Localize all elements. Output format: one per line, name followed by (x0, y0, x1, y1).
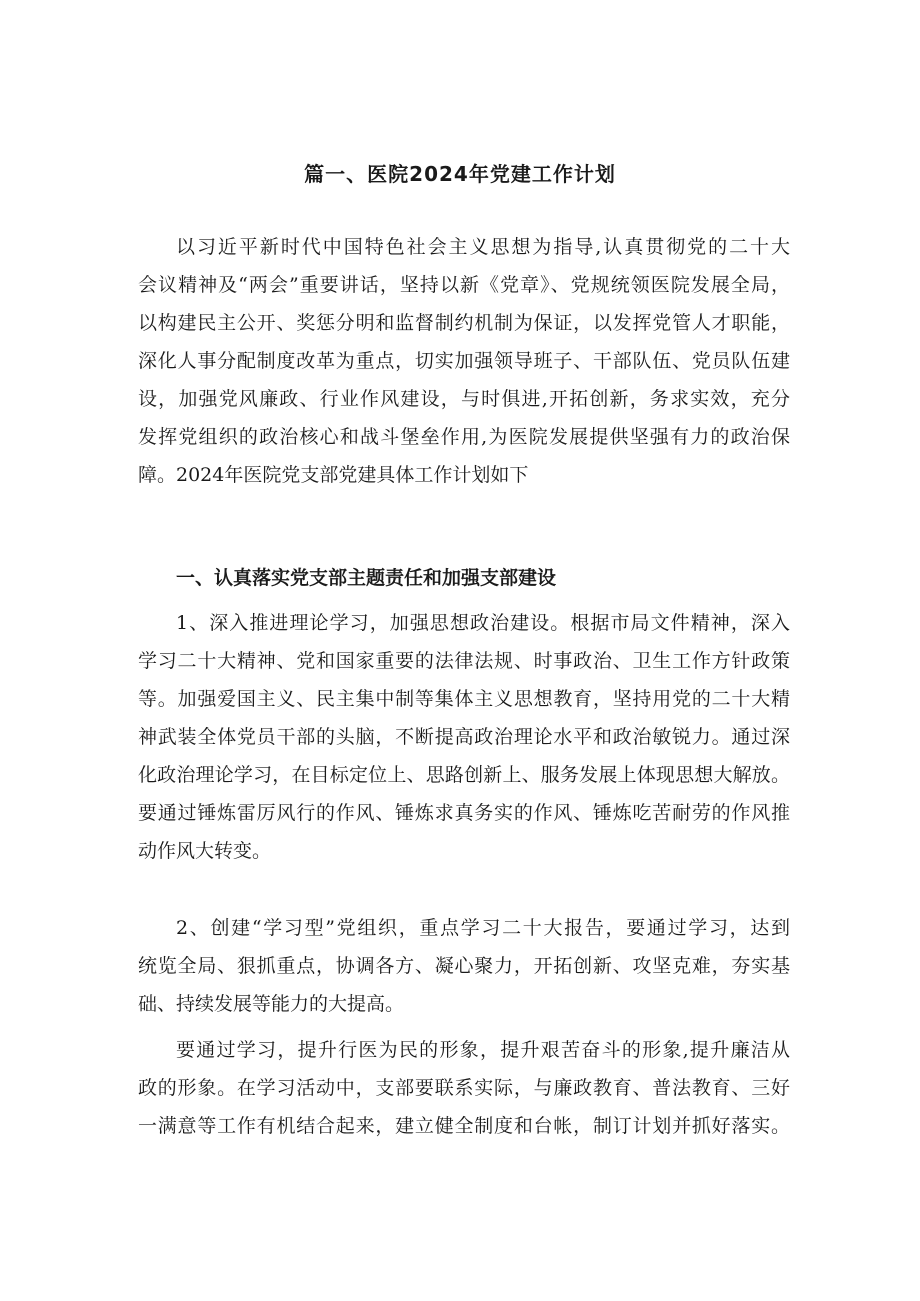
intro-paragraph (138, 228, 790, 494)
paragraph-2 (138, 909, 790, 1023)
text-line: 深化人事分配制度改革为重点，切实加强领导班子、干部队伍、党员队伍建 (138, 350, 790, 372)
text-line: 1、深入推进理论学习，加强思想政治建设。根据市局文件精神，深入 (176, 612, 790, 634)
paragraph-1 (138, 604, 790, 870)
text-line: 动作风大转变。 (138, 840, 272, 862)
document-title: 篇一、医院2024年党建工作计划 (304, 162, 616, 186)
paragraph-3 (138, 1031, 790, 1145)
text-line: 要通过锤炼雷厉风行的作风、锤炼求真务实的作风、锤炼吃苦耐劳的作风推 (138, 802, 790, 824)
text-line: 以构建民主公开、奖惩分明和监督制约机制为保证，以发挥党管人才职能， (138, 312, 790, 334)
text-line: 础、持续发展等能力的大提高。 (138, 993, 405, 1015)
text-line: 化政治理论学习，在目标定位上、思路创新上、服务发展上体现思想大解放。 (138, 764, 790, 786)
text-line: 一满意等工作有机结合起来，建立健全制度和台帐，制订计划并抓好落实。 (138, 1115, 790, 1137)
section-heading: 一、认真落实党支部主题责任和加强支部建设 (176, 567, 557, 589)
text-line: 发挥党组织的政治核心和战斗堡垒作用,为医院发展提供坚强有力的政治保 (138, 426, 790, 448)
text-line: 政的形象。在学习活动中，支部要联系实际，与廉政教育、普法教育、三好 (138, 1077, 790, 1099)
text-line: 统览全局、狠抓重点，协调各方、凝心聚力，开拓创新、攻坚克难，夯实基 (138, 955, 790, 977)
text-line: 学习二十大精神、党和国家重要的法律法规、时事政治、卫生工作方针政策 (138, 650, 790, 672)
text-line: 要通过学习，提升行医为民的形象，提升艰苦奋斗的形象,提升廉洁从 (176, 1039, 790, 1061)
text-line: 等。加强爱国主义、民主集中制等集体主义思想教育，坚持用党的二十大精 (138, 688, 790, 710)
text-line: 会议精神及“两会”重要讲话，坚持以新《党章》、党规统领医院发展全局， (138, 274, 790, 296)
text-line: 2、创建“学习型”党组织，重点学习二十大报告，要通过学习，达到 (176, 917, 790, 939)
text-line: 神武装全体党员干部的头脑，不断提高政治理论水平和政治敏锐力。通过深 (138, 726, 790, 748)
text-line: 以习近平新时代中国特色社会主义思想为指导,认真贯彻党的二十大 (176, 236, 790, 258)
text-line: 障。2024年医院党支部党建具体工作计划如下 (138, 464, 529, 486)
text-line: 设，加强党风廉政、行业作风建设，与时俱进,开拓创新，务求实效，充分 (138, 388, 790, 410)
